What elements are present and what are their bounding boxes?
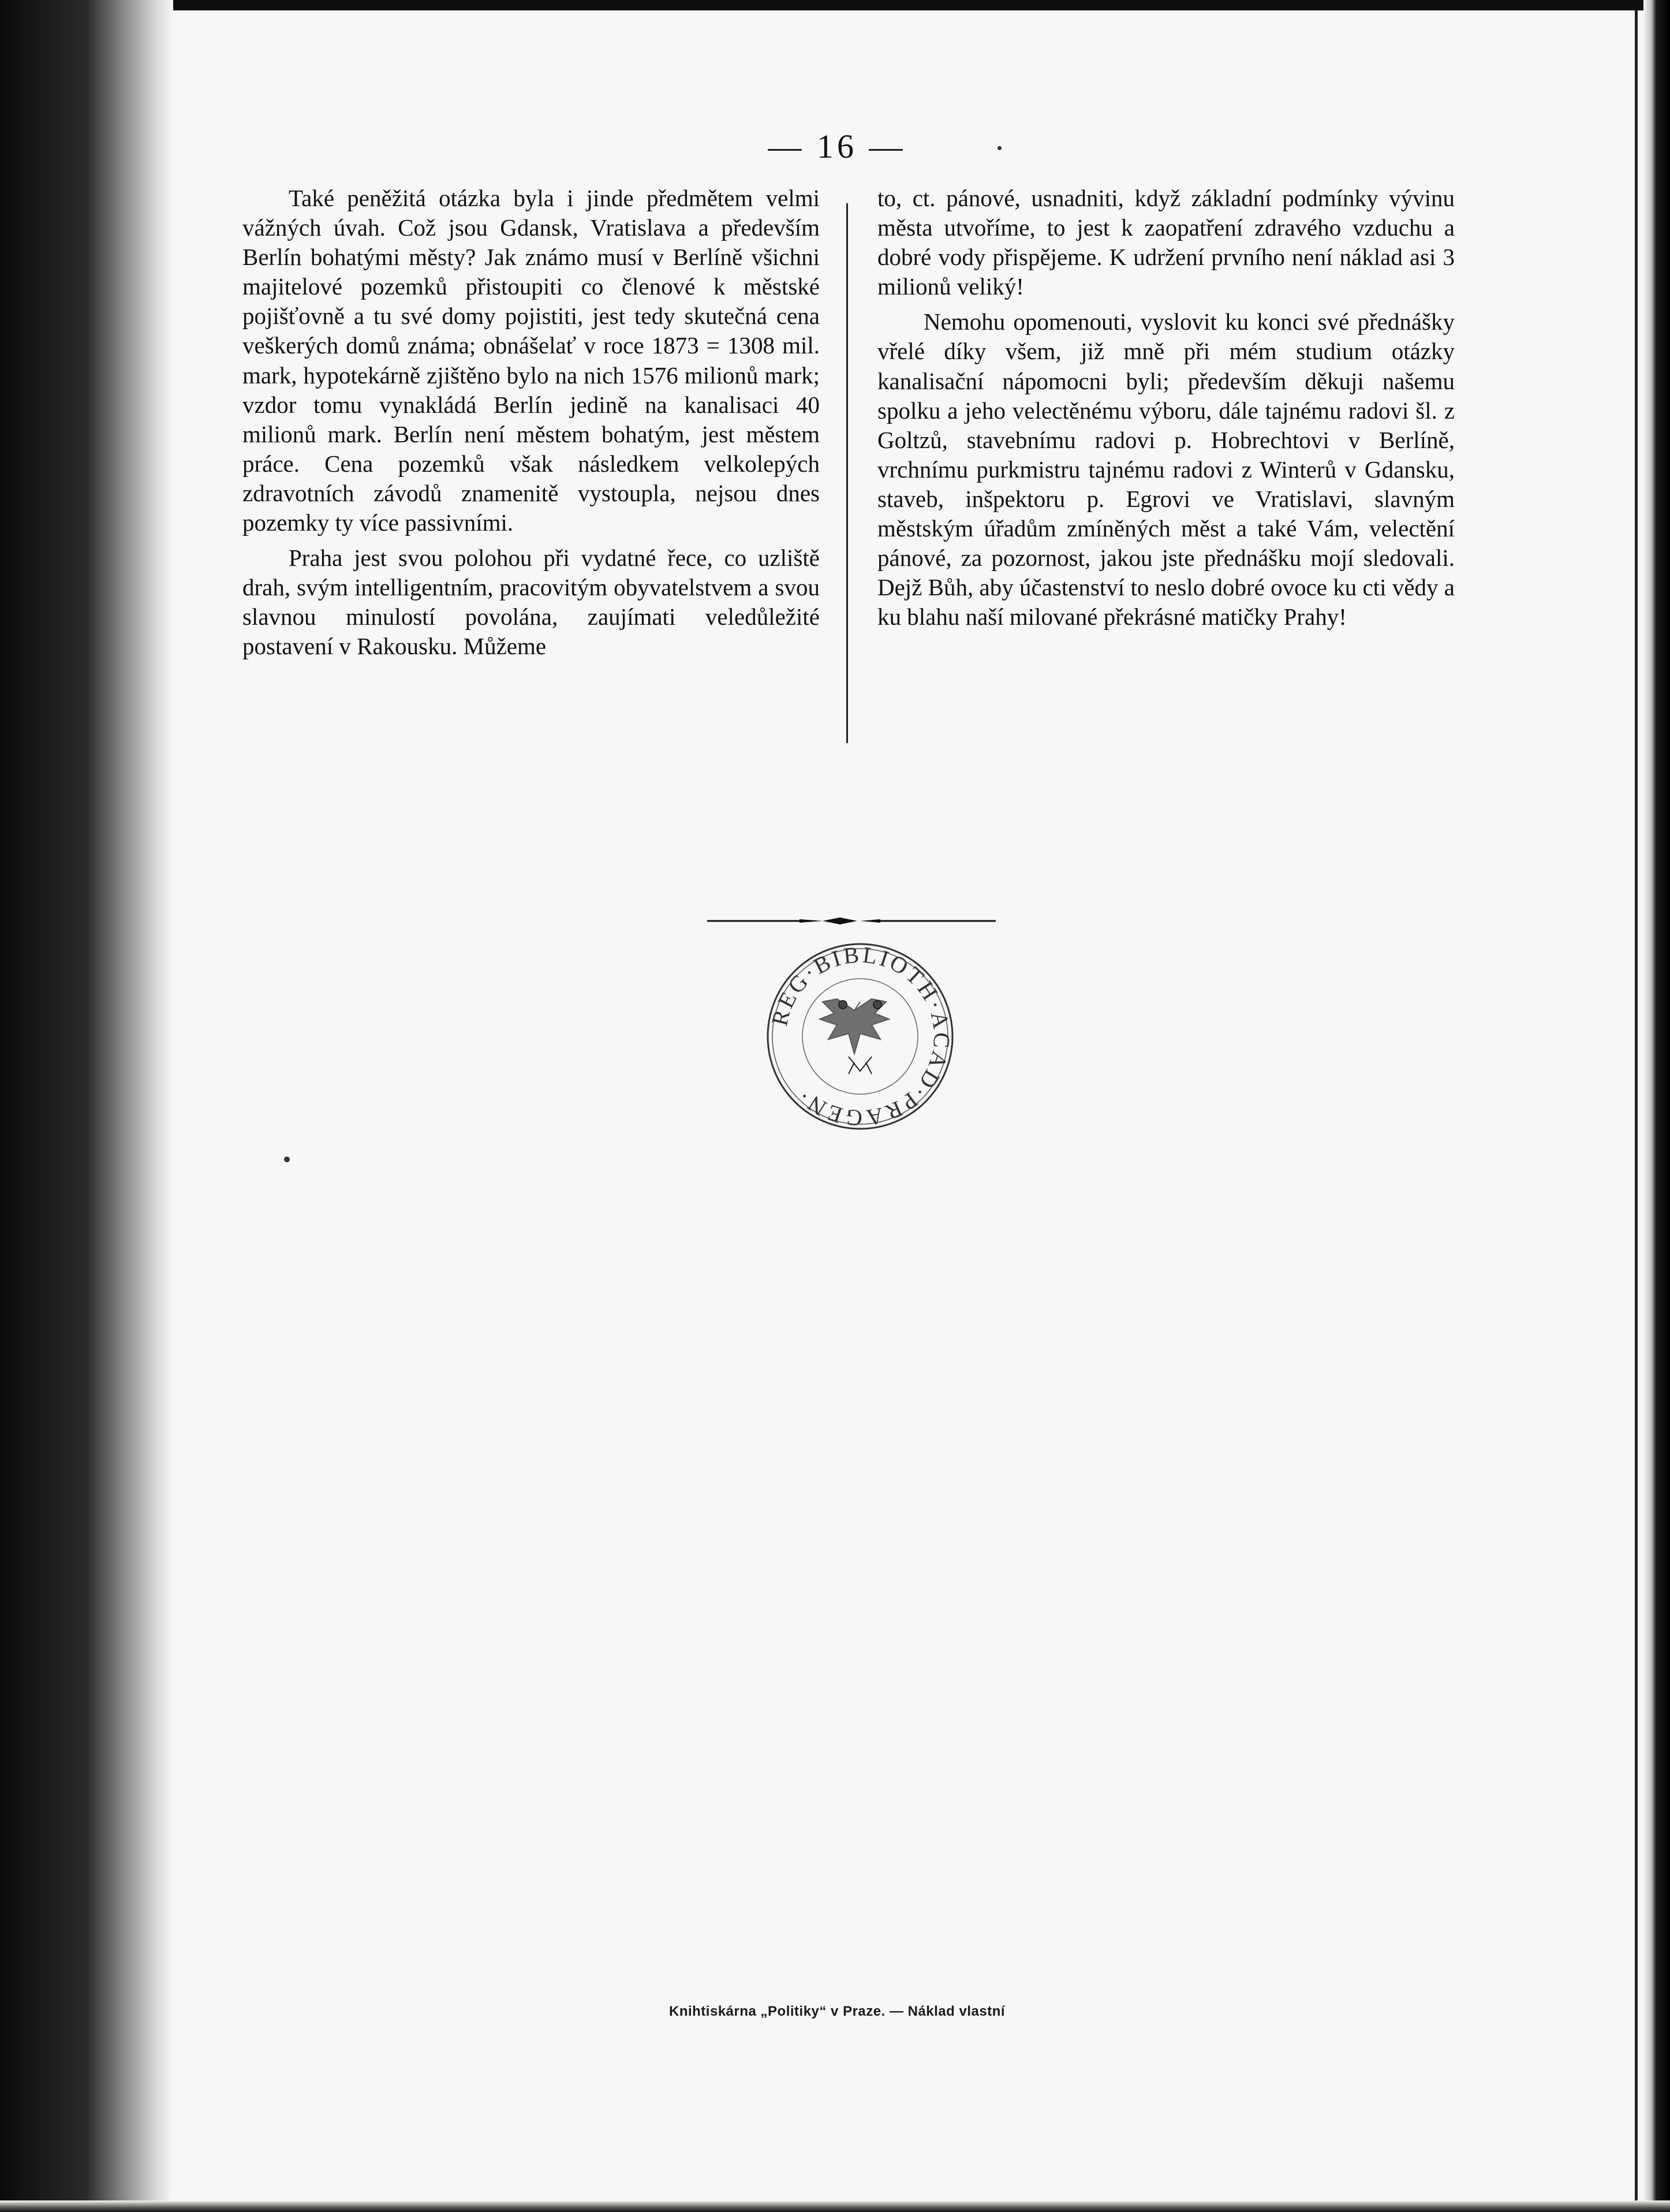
paragraph: to, ct. pánové, usnadniti, když základní podmínky vývinu města utvoříme, to jest k zaopatření zdravého vzduchu a dobré vody přispějeme. K udržení prvního není náklad asi 3 milionů veliký!: [877, 185, 1455, 300]
scan-edge-top: [0, 0, 1670, 10]
stamp-text: REG·BIBLIOTH·ACAD·PRAGEN·: [766, 941, 955, 1132]
scan-edge-right-line: [1635, 10, 1638, 2212]
paragraph: Také peněžitá otázka byla i jinde předmětem velmi vážných úvah. Což jsou Gdansk, Vratislava a především Berlín bohatými městy? Jak známo musí v Berlíně všichni majitelové pozemků přistoupiti co členové k městské pojišťovně a tu své domy pojistiti, jest tedy skutečná cena veškerých domů známa; obnášelať v roce 1873 = 1308 mil. mark, hypotekárně zjištěno bylo na nich 1576 milionů mark; vzdor tomu vynakládá Berlín jedině na kanalisaci 40 milionů mark. Berlín není městem bohatým, jest městem práce. Cena pozemků však následkem velkolepých zdravotních závodů znamenitě vystoupla, nejsou dnes pozemky ty více passivními.: [242, 185, 820, 536]
scan-speck: [284, 1157, 290, 1162]
paragraph: Nemohu opomenouti, vyslovit ku konci své přednášky vřelé díky všem, již mně při mém studium otázky kanalisační nápomocni byli; především děkuji našemu spolku a jeho velectěnému výboru, dále tajnému radovi šl. z Goltzů, stavebnímu radovi p. Hobrechtovi v Berlíně, vrchnímu purkmistru tajnému radovi z Winterů v Gdansku, staveb, inšpektoru p. Egrovi ve Vratislavi, slavným městským úřadům zmíněných měst a také Vám, velectění pánové, za pozornost, jakou jste přednášku mojí sledovali. Dejž Bůh, aby účastenství to neslo dobré ovoce ku cti vědy a ku blahu naší milované překrásné matičky Prahy!: [877, 308, 1455, 631]
scan-edge-left: [0, 0, 173, 2212]
column-divider: [846, 203, 848, 743]
printer-imprint: Knihtiskárna „Politiky“ v Praze. — Náklad vlastní: [668, 2004, 1006, 2019]
double-headed-eagle-icon: [820, 999, 889, 1074]
paragraph: Praha jest svou polohou při vydatné řece, co uzliště drah, svým intelligentním, pracovitým obyvatelstvem a svou slavnou minulostí povolána, zaujímati veledůležité postavení v Rakousku. Můžeme: [242, 544, 820, 660]
scan-edge-right: [1643, 0, 1670, 2212]
scan-speck: [997, 146, 1002, 150]
page-number: — 16 —: [768, 128, 906, 165]
right-column: [877, 184, 1455, 632]
library-stamp: [762, 938, 958, 1135]
scan-edge-bottom: [0, 2200, 1670, 2212]
typographic-rule-ornament-icon: [707, 909, 996, 932]
left-column: [242, 184, 820, 662]
